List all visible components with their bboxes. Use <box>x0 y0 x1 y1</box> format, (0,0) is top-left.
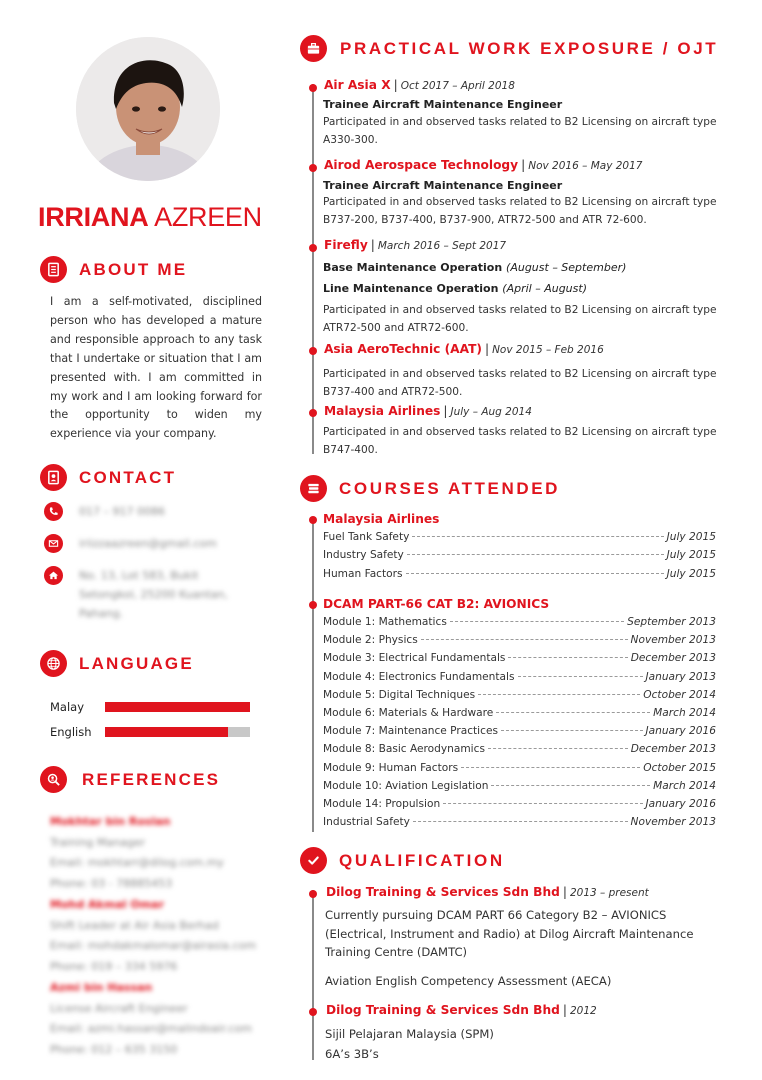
language-level-bar <box>105 702 250 712</box>
course-date: January 2016 <box>645 798 716 810</box>
reference-role: Training Manager <box>50 835 146 849</box>
work-date: Nov 2015 – Feb 2016 <box>492 344 604 356</box>
address-line: Pahang. <box>79 607 124 620</box>
email-icon <box>44 534 63 553</box>
work-date: July – Aug 2014 <box>450 406 532 418</box>
qualification-heading <box>300 847 505 874</box>
course-date: December 2013 <box>630 743 716 756</box>
candidate-name <box>38 202 262 233</box>
language-row-malay <box>50 700 250 714</box>
course-date: December 2013 <box>630 652 716 665</box>
company-name: Malaysia Airlines <box>324 404 441 418</box>
work-role <box>323 261 626 274</box>
timeline-dot <box>309 347 317 355</box>
dotted-leader <box>443 803 642 804</box>
contact-email <box>44 534 217 553</box>
qualification-description: Aviation English Competency Assessment (AECA) <box>325 974 612 988</box>
dotted-leader <box>413 821 628 822</box>
about-heading <box>40 256 187 283</box>
timeline-dot <box>309 244 317 252</box>
course-row <box>323 743 716 755</box>
qualification-entry-title: Dilog Training & Services Sdn Bhd | 2013 – present <box>326 885 649 899</box>
qualification-entry-title: Dilog Training & Services Sdn Bhd | 2012 <box>326 1003 597 1017</box>
reference-name: Mohd Akmal Omar <box>50 898 165 911</box>
address-line: Setongkol, 25200 Kuantan, <box>79 588 228 601</box>
dotted-leader <box>508 657 627 658</box>
company-name: Airod Aerospace Technology <box>324 158 519 172</box>
dotted-leader <box>518 676 643 677</box>
work-role <box>323 282 587 295</box>
company-name: Air Asia X <box>324 78 391 92</box>
institution-name: Dilog Training & Services Sdn Bhd <box>326 1003 560 1017</box>
work-entry-title: Firefly | March 2016 – Sept 2017 <box>324 238 507 252</box>
contact-phone <box>44 502 165 521</box>
course-group-title: Malaysia Airlines <box>323 512 440 526</box>
person-photo-icon <box>76 37 220 181</box>
qualification-description: Currently pursuing DCAM PART 66 Category B2 – AVIONICS (Electrical, Instrument and Radio) at Dilog Aircraft Maintenance Training Centre (DAMTC) <box>325 908 694 960</box>
work-description: Participated in and observed tasks related to B2 Licensing on aircraft type B747-400. <box>323 426 717 456</box>
language-name: English <box>50 725 92 739</box>
course-row <box>323 616 716 628</box>
contact-address <box>44 566 228 623</box>
course-name: Module 1: Mathematics <box>323 616 447 628</box>
checkmark-icon <box>300 847 327 874</box>
dotted-leader <box>450 621 624 622</box>
work-role: Trainee Aircraft Maintenance Engineer <box>323 98 563 111</box>
role-period: (August – September) <box>506 261 627 274</box>
contact-heading <box>40 464 176 491</box>
course-row <box>323 689 716 701</box>
course-row <box>323 707 716 719</box>
contact-title: CONTACT <box>79 467 177 487</box>
work-timeline-line <box>312 84 314 454</box>
course-row <box>323 531 716 543</box>
course-date: March 2014 <box>653 779 716 792</box>
language-level-bar <box>105 727 250 737</box>
qualification-date: 2013 – present <box>569 887 649 899</box>
course-date: March 2014 <box>653 707 716 719</box>
work-description: Participated in and observed tasks related to B2 Licensing on aircraft type ATR72-500 and ATR72-600. <box>323 304 717 334</box>
dotted-leader <box>501 730 643 731</box>
work-title: PRACTICAL WORK EXPOSURE / OJT <box>340 38 719 58</box>
language-row-english <box>50 725 250 739</box>
course-row <box>323 816 716 828</box>
reference-item <box>50 895 280 977</box>
dotted-leader <box>412 536 663 537</box>
course-date: November 2013 <box>630 816 716 829</box>
course-name: Industry Safety <box>323 549 404 562</box>
course-row <box>323 568 716 580</box>
about-text: I am a self-motivated, disciplined person who has developed a mature and responsible approach to any task that I undertake or situation that I am presented with. I am committed in my work and I am looking forward for the opportunity to widen my experience via your company. <box>50 295 262 441</box>
reference-role: Shift Leader at Air Asia Berhad <box>50 918 219 932</box>
course-date: January 2013 <box>645 670 716 683</box>
document-icon <box>40 256 67 283</box>
language-title: LANGUAGE <box>79 653 194 673</box>
course-name: Module 14: Propulsion <box>323 798 441 810</box>
course-name: Module 10: Aviation Legislation <box>323 779 489 792</box>
work-description: Participated in and observed tasks related to B2 Licensing on aircraft type B737-200, B737-400, B737-900, ATR72-500 and ATR 72-600. <box>323 196 717 226</box>
course-date: January 2016 <box>645 725 716 738</box>
work-entry-title: Airod Aerospace Technology | Nov 2016 – May 2017 <box>324 158 643 172</box>
work-entry-title: Malaysia Airlines | July – Aug 2014 <box>324 404 532 418</box>
course-name: Module 8: Basic Aerodynamics <box>323 743 485 756</box>
reference-phone: Phone: 03 - 78885453 <box>50 876 173 890</box>
home-icon <box>44 566 63 585</box>
course-date: October 2015 <box>643 761 716 774</box>
course-name: Industrial Safety <box>323 816 410 829</box>
dotted-leader <box>406 573 664 574</box>
company-name: Asia AeroTechnic (AAT) <box>324 342 482 356</box>
references-title: REFERENCES <box>82 769 221 789</box>
phone-icon <box>44 502 63 521</box>
course-date: July 2015 <box>666 549 716 562</box>
dotted-leader <box>478 694 640 695</box>
dotted-leader <box>488 748 628 749</box>
role-period: (April – August) <box>502 282 587 295</box>
course-name: Fuel Tank Safety <box>323 531 410 543</box>
work-date: Oct 2017 – April 2018 <box>400 80 515 92</box>
reference-name: Mokhtar bin Roslan <box>50 815 171 828</box>
course-row <box>323 725 716 737</box>
course-row <box>323 798 716 810</box>
course-group-title: DCAM PART-66 CAT B2: AVIONICS <box>323 597 550 611</box>
reference-name: Azmi bin Hassan <box>50 981 153 994</box>
course-row <box>323 671 716 683</box>
work-description: Participated in and observed tasks related to B2 Licensing on aircraft type B737-400 and ATR72-500. <box>323 368 717 398</box>
work-entry-title: Asia AeroTechnic (AAT) | Nov 2015 – Feb 2016 <box>324 342 604 356</box>
qualification-timeline-line <box>312 890 314 1060</box>
work-heading <box>300 35 718 62</box>
address <box>79 566 228 623</box>
course-name: Module 2: Physics <box>323 634 418 647</box>
dotted-leader <box>421 639 628 640</box>
dotted-leader <box>461 767 640 768</box>
books-icon <box>300 475 327 502</box>
address-line: No. 13, Lot 583, Bukit <box>79 569 199 582</box>
courses-timeline-line <box>312 517 314 832</box>
course-date: July 2015 <box>666 531 716 543</box>
course-row <box>323 549 716 561</box>
qualification-description: Sijil Pelajaran Malaysia (SPM) <box>325 1027 494 1041</box>
reference-role: License Aircraft Engineer <box>50 1001 188 1015</box>
course-row <box>323 634 716 646</box>
reference-email: Email: mohdakmalomar@airasia.com <box>50 939 257 952</box>
qualification-title: QUALIFICATION <box>339 850 505 870</box>
courses-heading <box>300 475 560 502</box>
course-date: September 2013 <box>627 616 716 628</box>
briefcase-icon <box>300 35 327 62</box>
course-date: November 2013 <box>630 634 716 647</box>
work-date: Nov 2016 – May 2017 <box>528 160 643 172</box>
dotted-leader <box>407 554 664 555</box>
references-heading <box>40 766 220 793</box>
dotted-leader <box>496 712 650 713</box>
course-name: Module 4: Electronics Fundamentals <box>323 670 515 683</box>
course-name: Module 3: Electrical Fundamentals <box>323 652 506 665</box>
timeline-dot <box>309 409 317 417</box>
about-title: ABOUT ME <box>79 259 188 279</box>
role-name: Base Maintenance Operation <box>323 261 503 274</box>
contact-card-icon <box>40 464 67 491</box>
course-row <box>323 762 716 774</box>
dotted-leader <box>491 785 650 786</box>
globe-icon <box>40 650 67 677</box>
qualification-description: 6A’s 3B’s <box>325 1047 379 1061</box>
reference-item <box>50 978 280 1060</box>
timeline-dot <box>309 890 317 898</box>
course-name: Module 5: Digital Techniques <box>323 688 476 701</box>
language-level-fill <box>105 727 228 737</box>
last-name: AZREEN <box>154 202 262 232</box>
course-name: Module 9: Human Factors <box>323 761 459 774</box>
reference-email: Email: mokhtarr@dilog.com.my <box>50 856 224 869</box>
reference-phone: Phone: 019 – 334 5976 <box>50 959 178 973</box>
search-person-icon <box>40 766 67 793</box>
qualification-date: 2012 <box>569 1005 597 1017</box>
language-heading <box>40 650 194 677</box>
phone-number: 017 – 917 0086 <box>79 505 165 518</box>
course-date: October 2014 <box>643 688 716 701</box>
language-level-fill <box>105 702 250 712</box>
course-date: July 2015 <box>666 567 716 580</box>
timeline-dot <box>309 601 317 609</box>
institution-name: Dilog Training & Services Sdn Bhd <box>326 885 560 899</box>
reference-item <box>50 812 280 894</box>
company-name: Firefly <box>324 238 368 252</box>
work-role: Trainee Aircraft Maintenance Engineer <box>323 179 563 192</box>
courses-title: COURSES ATTENDED <box>339 478 561 498</box>
reference-email: Email: azmi.hassan@malindoair.com <box>50 1022 252 1035</box>
email-address: iriizzaazreen@gmail.com <box>79 537 217 550</box>
course-name: Module 6: Materials & Hardware <box>323 707 494 719</box>
work-entry-title: Air Asia X | Oct 2017 – April 2018 <box>324 78 515 92</box>
timeline-dot <box>309 164 317 172</box>
first-name: IRRIANA <box>38 202 149 232</box>
timeline-dot <box>309 516 317 524</box>
timeline-dot <box>309 1008 317 1016</box>
course-row <box>323 652 716 664</box>
course-name: Module 7: Maintenance Practices <box>323 725 498 738</box>
reference-phone: Phone: 012 – 635 3150 <box>50 1042 178 1056</box>
work-date: March 2016 – Sept 2017 <box>377 240 507 252</box>
profile-photo <box>76 37 220 181</box>
work-description: Participated in and observed tasks related to B2 Licensing on aircraft type A330-300. <box>323 116 717 146</box>
course-name: Human Factors <box>323 567 403 580</box>
course-row <box>323 780 716 792</box>
language-name: Malay <box>50 700 85 714</box>
timeline-dot <box>309 84 317 92</box>
role-name: Line Maintenance Operation <box>323 282 499 295</box>
